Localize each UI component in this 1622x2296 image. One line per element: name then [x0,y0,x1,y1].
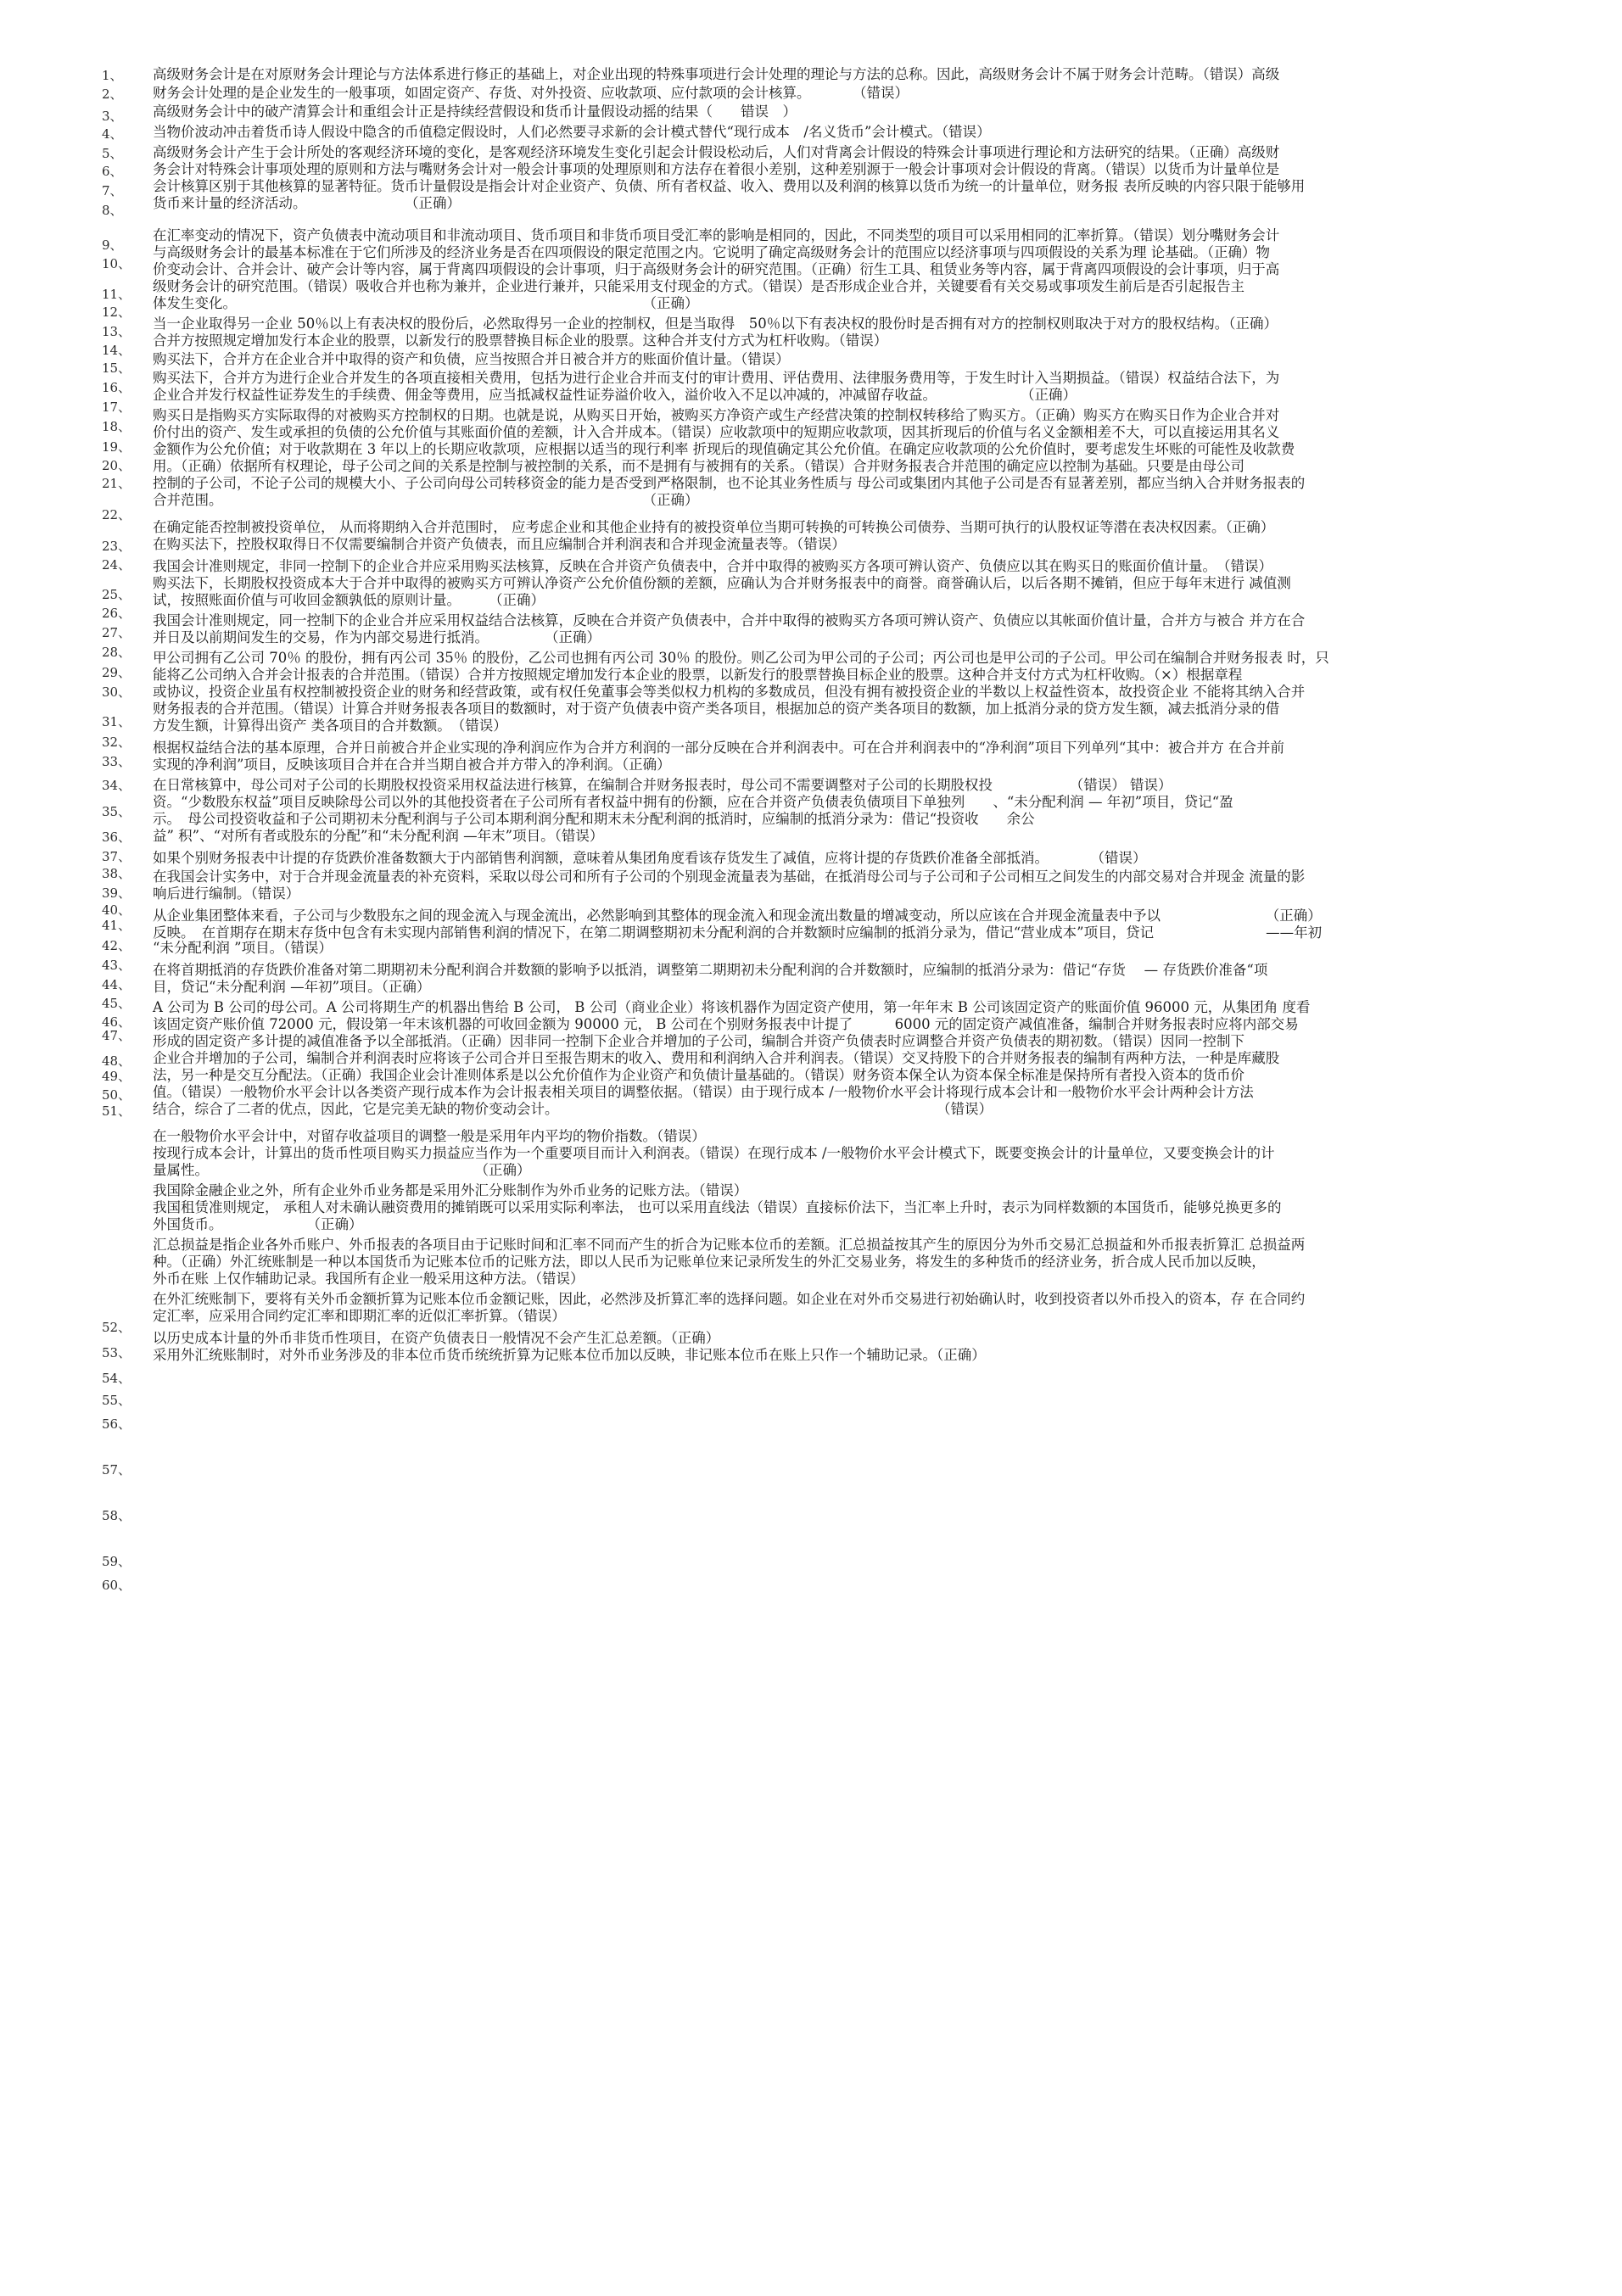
line-number: 28、 [102,645,131,660]
text-line: 高级财务会计产生于会计所处的客观经济环境的变化，是客观经济环境发生变化引起会计假设松动后，人们对背离会计假设的特殊会计事项进行理论和方法研究的结果。（正确）高级财 [153,144,1280,160]
text-line: 控制的子公司，不论子公司的规模大小、子公司向母公司转移资金的能力是否受到严格限制，也不论其业务性质与 母公司或集团内其他子公司是否有显著差别，都应当纳入合并财务报表的 [153,475,1306,491]
line-number: 22、 [102,507,131,522]
text-line: “未分配利润 ”项目。（错误） [153,940,333,956]
text-line: 如果个别财务报表中计提的存货跌价准备数额大于内部销售利润额，意味着从集团角度看该存货发生了减值，应将计提的存货跌价准备全部抵消。 （错误） [153,850,1147,866]
text-line: 按现行成本会计，计算出的货币性项目购买力损益应当作为一个重要项目而计入利润表。（错误）在现行成本 /一般物价水平会计模式下，既要变换会计的计量单位，又要变换会计的计 [153,1145,1275,1161]
line-number: 25、 [102,587,131,602]
line-number: 5、 [102,146,123,161]
line-number: 33、 [102,754,131,769]
line-number: 4、 [102,126,123,142]
text-line: 汇总损益是指企业各外币账户、外币报表的各项目由于记账时间和汇率不同而产生的折合为记账本位币的差额。汇总损益按其产生的原因分为外币交易汇总损益和外币报表折算汇 总损益两 [153,1237,1306,1253]
text-line: 价付出的资产、发生或承担的负债的公允价值与其账面价值的差额，计入合并成本。（错误）应收款项中的短期应收款项，因其折现后的价值与名义金额相差不大，可以直接运用其名义 [153,424,1280,440]
line-number: 15、 [102,360,131,376]
text-line: 在确定能否控制被投资单位， 从而将期纳入合并范围时， 应考虑企业和其他企业持有的被投资单位当期可转换的可转换公司债券、当期可执行的认股权证等潜在表决权因素。（正确） [153,519,1275,535]
line-number: 18、 [102,419,131,434]
text-line: 示。 母公司投资收益和子公司期初未分配利润与子公司本期利润分配和期末未分配利润的抵消时，应编制的抵消分录为：借记“投资收 余公 [153,811,1035,827]
text-line: 根据权益结合法的基本原理，合并日前被合并企业实现的净利润应作为合并方利润的一部分反映在合并利润表中。可在合并利润表中的“净利润”项目下列单列“其中：被合并方 在合并前 [153,740,1285,756]
text-line: 合并方按照规定增加发行本企业的股票，以新发行的股票替换目标企业的股票。这种合并支付方式为杠杆收购。（错误） [153,332,888,349]
text-line: 该固定资产账价值 72000 元，假设第一年末该机器的可收回金额为 90000 元， B 公司在个别财务报表中计提了 6000 元的固定资产减值准备，编制合并财务报表时应将内部交易 [153,1016,1299,1032]
text-line: 在日常核算中，母公司对子公司的长期股权投资采用权益法进行核算，在编制合并财务报表时，母公司不需要调整对子公司的长期股权投 （错误） 错误） [153,777,1172,793]
text-line: 值。（错误）一般物价水平会计以各类资产现行成本作为会计报表相关项目的调整依据。（错误）由于现行成本 /一般物价水平会计将现行成本会计和一般物价水平会计两种会计方法 [153,1084,1254,1100]
line-number: 13、 [102,324,131,339]
text-line: 高级财务会计中的破产清算会计和重组会计正是持续经营假设和货币计量假设动摇的结果（ 错误 ） [153,103,797,120]
line-number: 44、 [102,977,131,992]
text-line: 当物价波动冲击着货币诗人假设中隐含的币值稳定假设时，人们必然要寻求新的会计模式替代“现行成本 /名义货币”会计模式。（错误） [153,124,991,140]
line-number: 37、 [102,849,131,864]
line-number: 50、 [102,1087,131,1103]
text-line: 当一企业取得另一企业 50％以上有表决权的股份后，必然取得另一企业的控制权，但是当取得 50％以下有表决权的股份时是否拥有对方的控制权则取决于对方的股权结构。（正确） [153,316,1278,332]
line-number: 55、 [102,1393,131,1408]
text-line: 或协议，投资企业虽有权控制被投资企业的财务和经营政策，或有权任免董事会等类似权力机构的多数成员，但没有拥有被投资企业的半数以上权益性资本，故投资企业 不能将其纳入合并 [153,684,1306,700]
text-line: 量属性。 （正确） [153,1162,531,1178]
line-number: 9、 [102,237,123,253]
text-line: 体发生变化。 （正确） [153,295,699,311]
text-line: 定汇率，应采用合同约定汇率和即期汇率的近似汇率折算。（错误） [153,1308,566,1324]
line-number: 20、 [102,458,131,473]
line-number: 10、 [102,256,131,271]
line-number: 35、 [102,804,131,819]
line-number: 60、 [102,1578,131,1593]
text-line: 益” 积”、“对所有者或股东的分配”和“未分配利润 —年末”项目。（错误） [153,828,604,844]
line-number: 23、 [102,539,131,554]
text-line: 务会计对特殊会计事项处理的原则和方法与嘴财务会计对一般会计事项的处理原则和方法存在着很小差别，这种差别源于一般会计事项对会计假设的背离。（错误）以货币为计量单位是 [153,161,1280,177]
text-line: 甲公司拥有乙公司 70％ 的股份，拥有丙公司 35％ 的股份，乙公司也拥有丙公司 30％ 的股份。则乙公司为甲公司的子公司；丙公司也是甲公司的子公司。甲公司在编制合并财务报表 时，只 [153,650,1329,666]
text-line: 在一般物价水平会计中，对留存收益项目的调整一般是采用年内平均的物价指数。（错误） [153,1128,706,1144]
line-number: 32、 [102,735,131,750]
text-line: 级财务会计的研究范围。（错误）吸收合并也称为兼并，企业进行兼并，只能采用支付现金的方式。（错误）是否形成企业合并，关键要看有关交易或事项发生前后是否引起报告主 [153,278,1244,294]
line-number: 39、 [102,885,131,901]
text-line: 反映。 在首期存在期末存货中包含有未实现内部销售利润的情况下，在第二期调整期初未分配利润的合并数额时应编制的抵消分录为，借记“营业成本”项目，贷记 ——年初 [153,925,1323,941]
line-number: 31、 [102,714,131,729]
line-number: 1、 [102,68,123,83]
line-number: 8、 [102,203,123,218]
text-line: 购买法下，合并方为进行企业合并发生的各项直接相关费用，包括为进行企业合并而支付的审计费用、评估费用、法律服务费用等，于发生时计入当期损益。（错误）权益结合法下，为 [153,370,1280,386]
text-line: 企业合并增加的子公司，编制合并利润表时应将该子公司合并日至报告期末的收入、费用和利润纳入合并利润表。（错误）交叉持股下的合并财务报表的编制有两种方法，一种是库藏股 [153,1050,1280,1066]
line-number: 57、 [102,1462,131,1478]
line-number: 26、 [102,606,131,621]
text-line: 以历史成本计量的外币非货币性项目，在资产负债表日一般情况不会产生汇总差额。（正确） [153,1330,720,1346]
line-number: 51、 [102,1103,131,1119]
text-line: A 公司为 B 公司的母公司。A 公司将期生产的机器出售给 B 公司， B 公司（商业企业）将该机器作为固定资产使用，第一年年末 B 公司该固定资产的账面价值 96000 元，从集团角 度看 [153,999,1311,1015]
text-line: 形成的固定资产多计提的减值准备予以全部抵消。（正确）因非同一控制下企业合并增加的子公司，编制合并资产负债表时应调整合并资产负债表的期初数。（错误）因同一控制下 [153,1033,1244,1049]
line-number: 29、 [102,665,131,680]
line-number: 7、 [102,183,123,198]
text-line: 方发生额，计算得出资产 类各项目的合并数额。 （错误） [153,718,507,734]
line-number: 52、 [102,1320,131,1335]
line-number: 17、 [102,399,131,415]
line-number: 49、 [102,1069,131,1084]
text-line: 外国货币。 （正确） [153,1216,363,1232]
line-number: 56、 [102,1416,131,1432]
line-number: 41、 [102,918,131,933]
text-line: 用。（正确）依据所有权理论，母子公司之间的关系是控制与被控制的关系，而不是拥有与被拥有的关系。（错误）合并财务报表合并范围的确定应以控制为基础。只要是由母公司 [153,458,1244,474]
line-number: 40、 [102,902,131,918]
line-number: 11、 [102,287,131,302]
text-line: 资。“少数股东权益”项目反映除母公司以外的其他投资者在子公司所有者权益中拥有的份额，应在合并资产负债表负债项目下单独列 、“未分配利润 — 年初”项目，贷记“盈 [153,794,1233,810]
text-line: 从企业集团整体来看，子公司与少数股东之间的现金流入与现金流出，必然影响到其整体的现金流入和现金流出数量的增减变动，所以应该在合并现金流量表中予以 （正确） [153,908,1322,924]
line-number: 12、 [102,304,131,320]
line-number: 24、 [102,557,131,573]
line-number: 14、 [102,343,131,358]
text-line: 响后进行编制。（错误） [153,885,300,902]
line-number: 58、 [102,1508,131,1523]
line-number: 47、 [102,1028,131,1043]
text-line: 企业合并发行权益性证券发生的手续费、佣金等费用，应当抵减权益性证券溢价收入，溢价收入不足以冲减的，冲减留存收益。 （正确） [153,387,1077,403]
line-number: 48、 [102,1053,131,1069]
line-number: 42、 [102,938,131,953]
line-number: 38、 [102,866,131,881]
text-line: 能将乙公司纳入合并会计报表的合并范围。（错误）合并方按照规定增加发行本企业的股票，以新发行的股票替换目标企业的股票。这种合并支付方式为杠杆收购。（×）根据章程 [153,667,1243,683]
text-line: 试，按照账面价值与可收回金额孰低的原则计量。 （正确） [153,592,545,608]
text-line: 实现的净利润”项目，反映该项目合并在合并当期自被合并方带入的净利润。（正确） [153,757,671,773]
text-line: 合并范围。 （正确） [153,492,699,508]
line-number: 30、 [102,684,131,700]
text-line: 购买法下，合并方在企业合并中取得的资产和负债，应当按照合并日被合并方的账面价值计量。（错误） [153,351,790,367]
text-line: 在我国会计实务中，对于合并现金流量表的补充资料，采取以母公司和所有子公司的个别现金流量表为基础，在抵消母公司与子公司和子公司相互之间发生的内部交易对合并现金 流量的影 [153,869,1306,885]
text-line: 外币在账 上仅作辅助记录。我国所有企业一般采用这种方法。（错误） [153,1271,584,1287]
text-line: 购买法下，长期股权投资成本大于合并中取得的被购买方可辨认净资产公允价值份额的差额，应确认为合并财务报表中的商誉。商誉确认后，以后各期不摊销，但应于每年末进行 减值测 [153,575,1291,591]
text-line: 财务报表的合并范围。（错误）计算合并财务报表各项目的数额时，对于资产负债表中资产类各项目，根据加总的资产类各项目的数额，加上抵消分录的贷方发生额，减去抵消分录的借 [153,701,1280,717]
line-number: 27、 [102,625,131,640]
line-number: 53、 [102,1345,131,1360]
text-line: 并日及以前期间发生的交易，作为内部交易进行抵消。 （正确） [153,629,601,645]
text-line: 金额作为公允价值；对于收款期在 3 年以上的长期应收款项，应根据以适当的现行利率 折现后的现值确定其公允价值。在确定应收款项的公允价值时，要考虑发生坏账的可能性及收款费 [153,441,1295,457]
text-line: 结合，综合了二者的优点，因此，它是完美无缺的物价变动会计。 （错误） [153,1101,993,1117]
text-line: 与高级财务会计的最基本标准在于它们所涉及的经济业务是否在四项假设的限定范围之内。它说明了确定高级财务会计的范围应以经济事项与四项假设的关系为理 论基础。（正确）物 [153,244,1270,260]
text-line: 在汇率变动的情况下，资产负债表中流动项目和非流动项目、货币项目和非货币项目受汇率的影响是相同的，因此，不同类型的项目可以采用相同的汇率折算。（错误）划分嘴财务会计 [153,227,1280,243]
text-line: 我国除金融企业之外，所有企业外币业务都是采用外汇分账制作为外币业务的记账方法。（错误） [153,1182,748,1198]
line-number: 54、 [102,1371,131,1386]
text-line: 财务会计处理的是企业发生的一般事项，如固定资产、存货、对外投资、应收款项、应付款项的会计核算。 （错误） [153,85,909,101]
text-line: 采用外汇统账制时，对外币业务涉及的非本位币货币统统折算为记账本位币加以反映，非记账本位币在账上只作一个辅助记录。（正确） [153,1347,986,1363]
text-line: 价变动会计、合并会计、破产会计等内容，属于背离四项假设的会计事项，归于高级财务会计的研究范围。（正确）衍生工具、租赁业务等内容，属于背离四项假设的会计事项，归于高 [153,261,1280,277]
text-line: 在购买法下，控股权取得日不仅需要编制合并资产负债表，而且应编制合并利润表和合并现金流量表等。（错误） [153,536,846,552]
line-number: 59、 [102,1554,131,1569]
line-number: 34、 [102,778,131,793]
text-line: 高级财务会计是在对原财务会计理论与方法体系进行修正的基础上，对企业出现的特殊事项进行会计处理的理论与方法的总称。因此，高级财务会计不属于财务会计范畴。（错误）高级 [153,66,1280,82]
line-number: 36、 [102,830,131,845]
line-number: 21、 [102,476,131,491]
text-line: 在将首期抵消的存货跌价准备对第二期期初未分配利润合并数额的影响予以抵消，调整第二期期初未分配利润的合并数额时，应编制的抵消分录为：借记“存货 — 存货跌价准备“项 [153,962,1268,978]
line-number: 2、 [102,87,123,102]
text-line: 我国租赁准则规定， 承租人对未确认融资费用的摊销既可以采用实际利率法， 也可以采用直线法（错误）直接标价法下，当汇率上升时，表示为同样数额的本国货币，能够兑换更多的 [153,1199,1282,1215]
line-number: 19、 [102,439,131,455]
text-line: 会计核算区别于其他核算的显著特征。货币计量假设是指会计对企业资产、负债、所有者权益、收入、费用以及利润的核算以货币为统一的计量单位，财务报 表所反映的内容只限于能够用 [153,178,1306,194]
line-number: 3、 [102,109,123,124]
text-line: 购买日是指购买方实际取得的对被购买方控制权的日期。也就是说，从购买日开始，被购买方净资产或生产经营决策的控制权转移给了购买方。（正确）购买方在购买日作为企业合并对 [153,407,1280,423]
text-line: 在外汇统账制下，要将有关外币金额折算为记账本位币金额记账，因此，必然涉及折算汇率的选择问题。如企业在对外币交易进行初始确认时，收到投资者以外币投入的资本，存 在合同约 [153,1291,1306,1307]
text-line: 目，贷记“未分配利润 —年初”项目。（正确） [153,979,431,995]
line-number: 45、 [102,996,131,1011]
line-number: 6、 [102,164,123,179]
text-line: 我国会计准则规定，非同一控制下的企业合并应采用购买法核算，反映在合并资产负债表中，合并中取得的被购买方各项可辨认资产、负债应以其在购买日的账面价值计量。 （错误） [153,558,1272,574]
line-number: 46、 [102,1014,131,1030]
text-line: 法，另一种是交互分配法。（正确）我国企业会计准则体系是以公允价值作为企业资产和负债计量基础的。（错误）财务资本保全认为资本保全标准是保持所有者投入资本的货币价 [153,1067,1244,1083]
text-line: 种。（正确）外汇统账制是一种以本国货币为记账本位币的记账方法，即以人民币为记账单位来记录所发生的外汇交易业务，将发生的多种货币的经济业务，折合成人民币加以反映， [153,1254,1266,1270]
text-line: 我国会计准则规定，同一控制下的企业合并应采用权益结合法核算，反映在合并资产负债表中，合并中取得的被购买方各项可辨认资产、负债应以其帐面价值计量，合并方与被合 并方在合 [153,612,1306,628]
line-number: 43、 [102,958,131,973]
line-number: 16、 [102,380,131,395]
text-line: 货币来计量的经济活动。 （正确） [153,195,461,211]
